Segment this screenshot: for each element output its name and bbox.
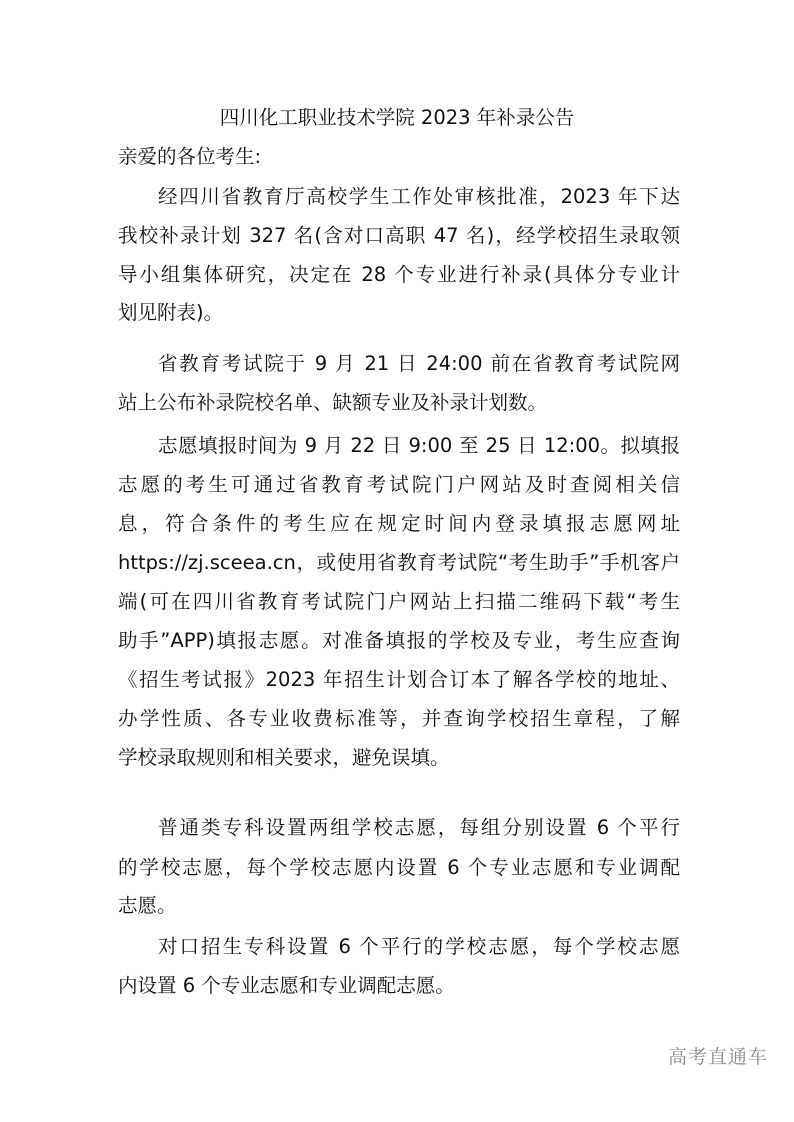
text-line: 端(可在四川省教育考试院门户网站上扫描二维码下载“考生 bbox=[118, 590, 680, 613]
text-line: 学校录取规则和相关要求，避免误填。 bbox=[118, 746, 450, 769]
text-line: 导小组集体研究，决定在 28 个专业进行补录(具体分专业计 bbox=[118, 263, 680, 286]
text-line: 的学校志愿，每个学校志愿内设置 6 个专业志愿和专业调配 bbox=[118, 856, 680, 879]
text-line: 志愿。 bbox=[118, 894, 177, 917]
text-line: 普通类专科设置两组学校志愿，每组分别设置 6 个平行 bbox=[158, 816, 680, 839]
greeting: 亲爱的各位考生: bbox=[118, 145, 262, 168]
text-line: 省教育考试院于 9 月 21 日 24:00 前在省教育考试院网 bbox=[158, 352, 680, 375]
text-line: 志愿的考生可通过省教育考试院门户网站及时查阅相关信 bbox=[118, 473, 680, 496]
text-line: 助手”APP)填报志愿。对准备填报的学校及专业，考生应查询 bbox=[118, 629, 680, 652]
text-line: 对口招生专科设置 6 个平行的学校志愿，每个学校志愿 bbox=[158, 935, 680, 958]
text-line: 经四川省教育厅高校学生工作处审核批准，2023 年下达 bbox=[158, 185, 680, 208]
text-line: 内设置 6 个专业志愿和专业调配志愿。 bbox=[118, 974, 455, 997]
text-line: 划见附表)。 bbox=[118, 301, 224, 324]
text-line: 《招生考试报》2023 年招生计划合订本了解各学校的地址、 bbox=[118, 668, 680, 691]
text-line-url: https://zj.sceea.cn，或使用省教育考试院“考生助手”手机客户 bbox=[118, 551, 680, 574]
text-line: 办学性质、各专业收费标准等，并查询学校招生章程，了解 bbox=[118, 707, 680, 730]
document-title: 四川化工职业技术学院 2023 年补录公告 bbox=[219, 106, 575, 129]
text-line: 志愿填报时间为 9 月 22 日 9:00 至 25 日 12:00。拟填报 bbox=[158, 434, 680, 457]
text-line: 息，符合条件的考生应在规定时间内登录填报志愿网址 bbox=[118, 512, 680, 535]
text-line: 我校补录计划 327 名(含对口高职 47 名)，经学校招生录取领 bbox=[118, 224, 680, 247]
watermark: 高考直通车 bbox=[667, 1046, 768, 1068]
text-line: 站上公布补录院校名单、缺额专业及补录计划数。 bbox=[118, 391, 548, 414]
